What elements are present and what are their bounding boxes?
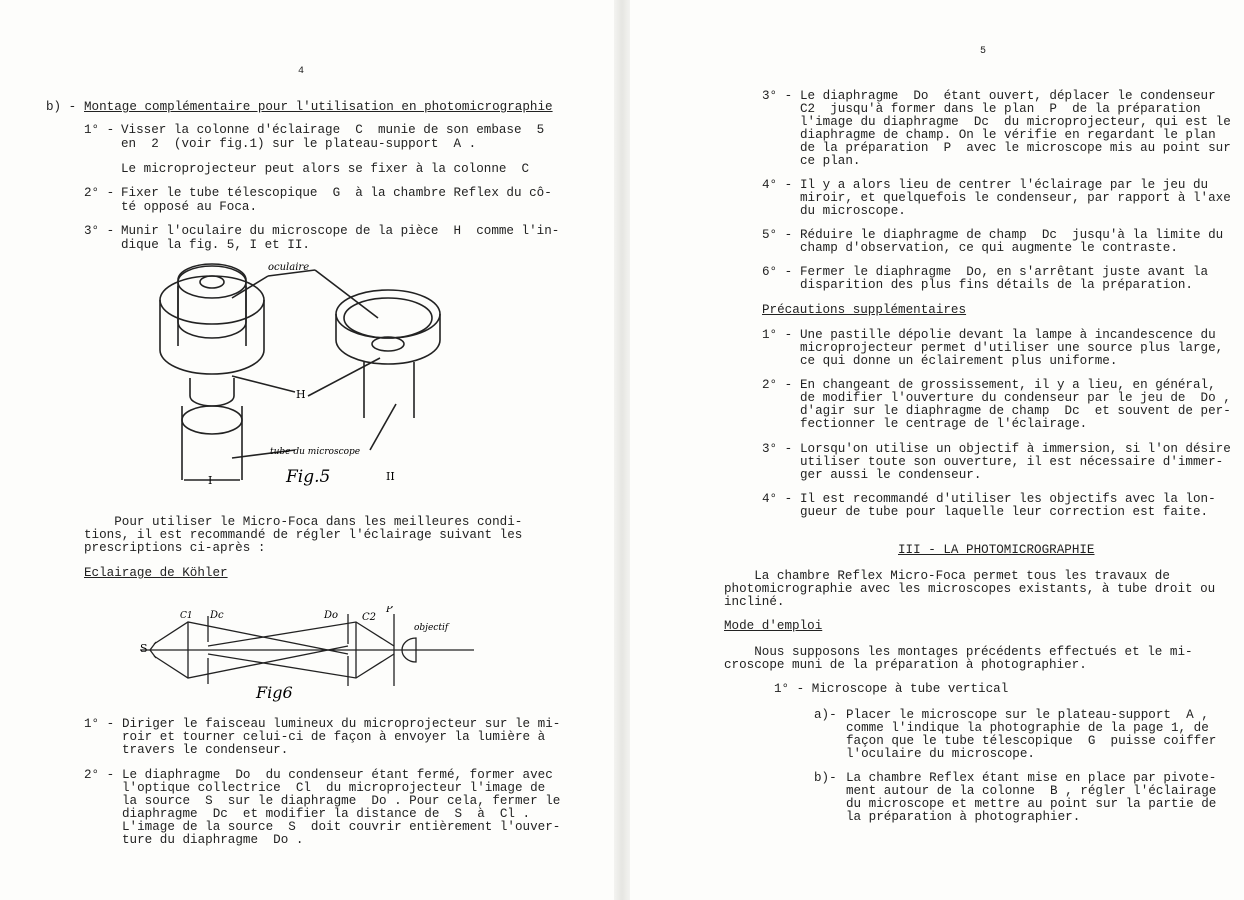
fig6-c1: C1 [180,611,193,621]
section-b-title: Montage complémentaire pour l'utilisation en photomicrographie [84,100,553,114]
step-number: 3° - [762,89,800,103]
fig6-p: P [386,606,393,615]
section-iii-intro-line: photomicrographie avec les microscopes existants, à tube droit ou [724,582,1216,596]
intro-line: Pour utiliser le Micro-Foca dans les meilleures condi- [84,515,523,529]
precaution-line: gueur de tube pour laquelle leur correction est faite. [800,505,1209,519]
step-line: l'optique collectrice Cl du microprojecteur l'image de [122,781,546,795]
page-number: 4 [298,66,305,77]
step-line: C2 jusqu'à former dans le plan P de la préparation [800,102,1201,116]
precaution-line: Lorsqu'on utilise un objectif à immersion, si l'on désire [800,442,1231,456]
precaution-line: ger aussi le condenseur. [800,468,982,482]
precaution-line: d'agir sur le diaphragme de champ Dc et souvent de per- [800,404,1231,418]
sub-step-line: Placer le microscope sur le plateau-support A , [846,708,1209,722]
step-line: Fermer le diaphragme Do, en s'arrêtant juste avant la [800,265,1209,279]
figure-5 [150,258,450,488]
precaution-line: microprojecteur permet d'utiliser une source plus large, [800,341,1224,355]
sub-step-label: b)- [814,771,845,785]
step-line: l'image du diaphragme Dc du microprojecteur, qui est le [800,115,1231,129]
step-number: 4° - [762,178,800,192]
sub-step-line: l'oculaire du microscope. [846,747,1035,761]
step-line: ture du diaphragme Do . [122,833,304,847]
step-number: 3° - [84,224,122,238]
page-number: 5 [980,46,987,57]
fig6-caption: Fig6 [256,683,293,702]
right-page [630,0,1244,900]
step-number: 1° - [84,123,122,137]
fig6-objectif: objectif [414,623,449,633]
step-line: L'image de la source S doit couvrir entièrement l'ouver- [122,820,561,834]
fig6-s: S [140,642,148,655]
step-number: 5° - [762,228,800,242]
figure-6 [134,606,479,706]
step-number: 2° - [84,768,122,782]
step-line: ce plan. [800,154,861,168]
precaution-number: 1° - [762,328,800,342]
page-gutter [614,0,630,900]
precaution-number: 3° - [762,442,800,456]
fig6-do: Do [324,610,339,621]
step-number: 6° - [762,265,800,279]
fig5-label-oculaire: oculaire [268,262,310,273]
kohler-heading: Eclairage de Köhler [84,566,228,580]
step-line: Diriger le faisceau lumineux du microprojecteur sur le mi- [122,717,561,731]
fig6-dc: Dc [210,610,224,621]
step-line: diaphragme de champ. On le vérifie en regardant le plan [800,128,1216,142]
section-iii-intro-line: La chambre Reflex Micro-Foca permet tous les travaux de [724,569,1170,583]
precaution-line: Une pastille dépolie devant la lampe à incandescence du [800,328,1216,342]
precaution-number: 2° - [762,378,800,392]
precautions-heading: Précautions supplémentaires [762,303,967,317]
step-line: disparition des plus fins détails de la préparation. [800,278,1193,292]
section-b-prefix: b) - [46,100,84,114]
intro-line: prescriptions ci-après : [84,541,266,555]
sub-step-line: La chambre Reflex étant mise en place par pivote- [846,771,1217,785]
fig5-label-ii: II [386,470,395,483]
step-line: Le diaphragme Do étant ouvert, déplacer le condenseur [800,89,1216,103]
step-line: la source S sur le diaphragme Do . Pour cela, fermer le [122,794,561,808]
sub-step-label: a)- [814,708,845,722]
section-iii-title: III - LA PHOTOMICROGRAPHIE [898,543,1095,557]
step-line: miroir, et quelquefois le condenseur, par rapport à l'axe [800,191,1231,205]
precaution-line: ce qui donne un éclairement plus uniforme. [800,354,1118,368]
intro-line: tions, il est recommandé de régler l'éclairage suivant les [84,528,523,542]
sub-step-line: la préparation à photographier. [846,810,1081,824]
section-iii-intro-line: incliné. [724,595,785,609]
sub-step-line: façon que le tube télescopique G puisse coiffer [846,734,1217,748]
sub-step-line: ment autour de la colonne B , régler l'éclairage [846,784,1217,798]
precaution-line: utiliser toute son ouverture, il est nécessaire d'immer- [800,455,1224,469]
fig6-c2: C2 [362,612,377,623]
step-line: Réduire le diaphragme de champ Dc jusqu'à la limite du [800,228,1224,242]
step-line: Le microprojecteur peut alors se fixer à la colonne C [121,162,530,176]
step-line: travers le condenseur. [122,743,289,757]
vertical-tube-heading: 1° - Microscope à tube vertical [774,682,1009,696]
step-line: dique la fig. 5, I et II. [121,238,310,252]
step-line: champ d'observation, ce qui augmente le contraste. [800,241,1178,255]
step-line: Visser la colonne d'éclairage C munie de son embase 5 [121,123,545,137]
fig5-label-h: H [296,388,306,401]
mode-intro-line: Nous supposons les montages précédents effectués et le mi- [724,645,1193,659]
mode-intro-line: croscope muni de la préparation à photographier. [724,658,1087,672]
step-line: diaphragme Dc et modifier la distance de S à Cl . [122,807,531,821]
precaution-number: 4° - [762,492,800,506]
step-number: 2° - [84,186,122,200]
step-line: té opposé au Foca. [121,200,258,214]
step-line: du microscope. [800,204,906,218]
fig5-label-i: I [208,474,213,487]
mode-heading: Mode d'emploi [724,619,823,633]
step-line: Fixer le tube télescopique G à la chambre Reflex du cô- [121,186,552,200]
step-line: roir et tourner celui-ci de façon à envoyer la lumière à [122,730,546,744]
precaution-line: de modifier l'ouverture du condenseur par le jeu de Do , [800,391,1231,405]
step-line: en 2 (voir fig.1) sur le plateau-support A . [121,137,477,151]
step-number: 1° - [84,717,122,731]
fig5-label-tube: tube du microscope [270,447,361,457]
step-line: de la préparation P avec le microscope mis au point sur [800,141,1231,155]
step-line: Munir l'oculaire du microscope de la pièce H comme l'in- [121,224,560,238]
fig5-caption: Fig.5 [286,467,331,487]
sub-step-line: comme l'indique la photographie de la page 1, de [846,721,1209,735]
left-page [0,0,614,900]
step-line: Il y a alors lieu de centrer l'éclairage par le jeu du [800,178,1209,192]
sub-step-line: du microscope et mettre au point sur la partie de [846,797,1217,811]
precaution-line: Il est recommandé d'utiliser les objectifs avec la lon- [800,492,1216,506]
step-line: Le diaphragme Do du condenseur étant fermé, former avec [122,768,553,782]
precaution-line: En changeant de grossissement, il y a lieu, en général, [800,378,1216,392]
precaution-line: fectionner le centrage de l'éclairage. [800,417,1088,431]
